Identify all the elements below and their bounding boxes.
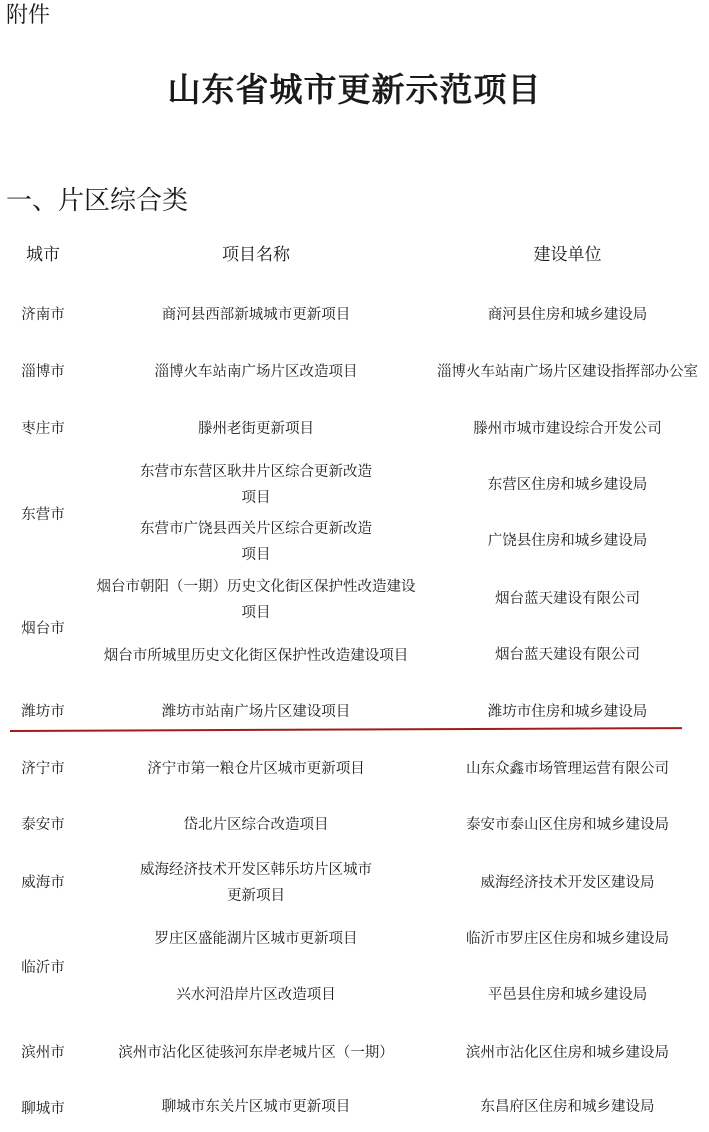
construction-unit: 山东众鑫市场管理运营有限公司: [466, 761, 669, 777]
project-name: 潍坊市站南广场片区建设项目: [161, 704, 351, 720]
project-name: 烟台市朝阳（一期）历史文化街区保护性改造建设项目: [96, 579, 416, 621]
table-header: [0, 236, 709, 274]
construction-unit: 烟台蓝天建设有限公司: [495, 591, 640, 607]
construction-unit: 东营区住房和城乡建设局: [487, 477, 648, 493]
city-cell: 临沂市: [21, 960, 65, 976]
project-name: 商河县西部新城城市更新项目: [161, 307, 351, 323]
project-name: 滨州市沾化区徒骇河东岸老城片区（一期）: [118, 1045, 394, 1061]
city-cell: 济南市: [21, 307, 65, 323]
city-cell: 烟台市: [21, 621, 65, 637]
project-name: 兴水河沿岸片区改造项目: [176, 987, 336, 1003]
construction-unit: 滨州市沾化区住房和城乡建设局: [466, 1045, 669, 1061]
section-title: 一、片区综合类: [6, 186, 189, 216]
construction-unit: 潍坊市住房和城乡建设局: [487, 704, 648, 720]
city-cell: 枣庄市: [21, 421, 65, 437]
project-name: 东营市广饶县西关片区综合更新改造项目: [140, 521, 372, 563]
project-name: 滕州老街更新项目: [198, 421, 314, 437]
project-name: 聊城市东关片区城市更新项目: [161, 1099, 351, 1115]
header-city: 城市: [26, 245, 60, 265]
project-name: 威海经济技术开发区韩乐坊片区城市更新项目: [140, 862, 372, 904]
city-cell: 滨州市: [21, 1045, 65, 1061]
project-name: 烟台市所城里历史文化街区保护性改造建设项目: [103, 648, 409, 664]
city-cell: 潍坊市: [21, 704, 65, 720]
construction-unit: 烟台蓝天建设有限公司: [495, 647, 640, 663]
construction-unit: 淄博火车站南广场片区建设指挥部办公室: [437, 364, 698, 380]
city-cell: 济宁市: [21, 761, 65, 777]
city-cell: 泰安市: [21, 817, 65, 833]
construction-unit: 临沂市罗庄区住房和城乡建设局: [466, 931, 669, 947]
construction-unit: 泰安市泰山区住房和城乡建设局: [466, 817, 669, 833]
construction-unit: 滕州市城市建设综合开发公司: [473, 421, 662, 437]
construction-unit: 商河县住房和城乡建设局: [487, 307, 648, 323]
city-cell: 聊城市: [21, 1101, 65, 1117]
construction-unit: 东昌府区住房和城乡建设局: [480, 1099, 655, 1115]
project-name: 淄博火车站南广场片区改造项目: [154, 364, 358, 380]
city-cell: 淄博市: [21, 364, 65, 380]
header-project: 项目名称: [222, 245, 290, 265]
city-cell: 威海市: [21, 875, 65, 891]
construction-unit: 平邑县住房和城乡建设局: [487, 987, 648, 1003]
city-cell: 东营市: [21, 507, 65, 523]
construction-unit: 威海经济技术开发区建设局: [480, 875, 655, 891]
attachment-label: 附件: [6, 3, 51, 28]
document-title: 山东省城市更新示范项目: [167, 70, 542, 109]
project-name: 岱北片区综合改造项目: [183, 817, 329, 833]
project-name: 罗庄区盛能湖片区城市更新项目: [154, 931, 358, 947]
header-unit: 建设单位: [533, 245, 602, 265]
project-name: 济宁市第一粮仓片区城市更新项目: [147, 761, 365, 777]
project-name: 东营市东营区耿井片区综合更新改造项目: [140, 464, 372, 506]
construction-unit: 广饶县住房和城乡建设局: [487, 533, 648, 549]
